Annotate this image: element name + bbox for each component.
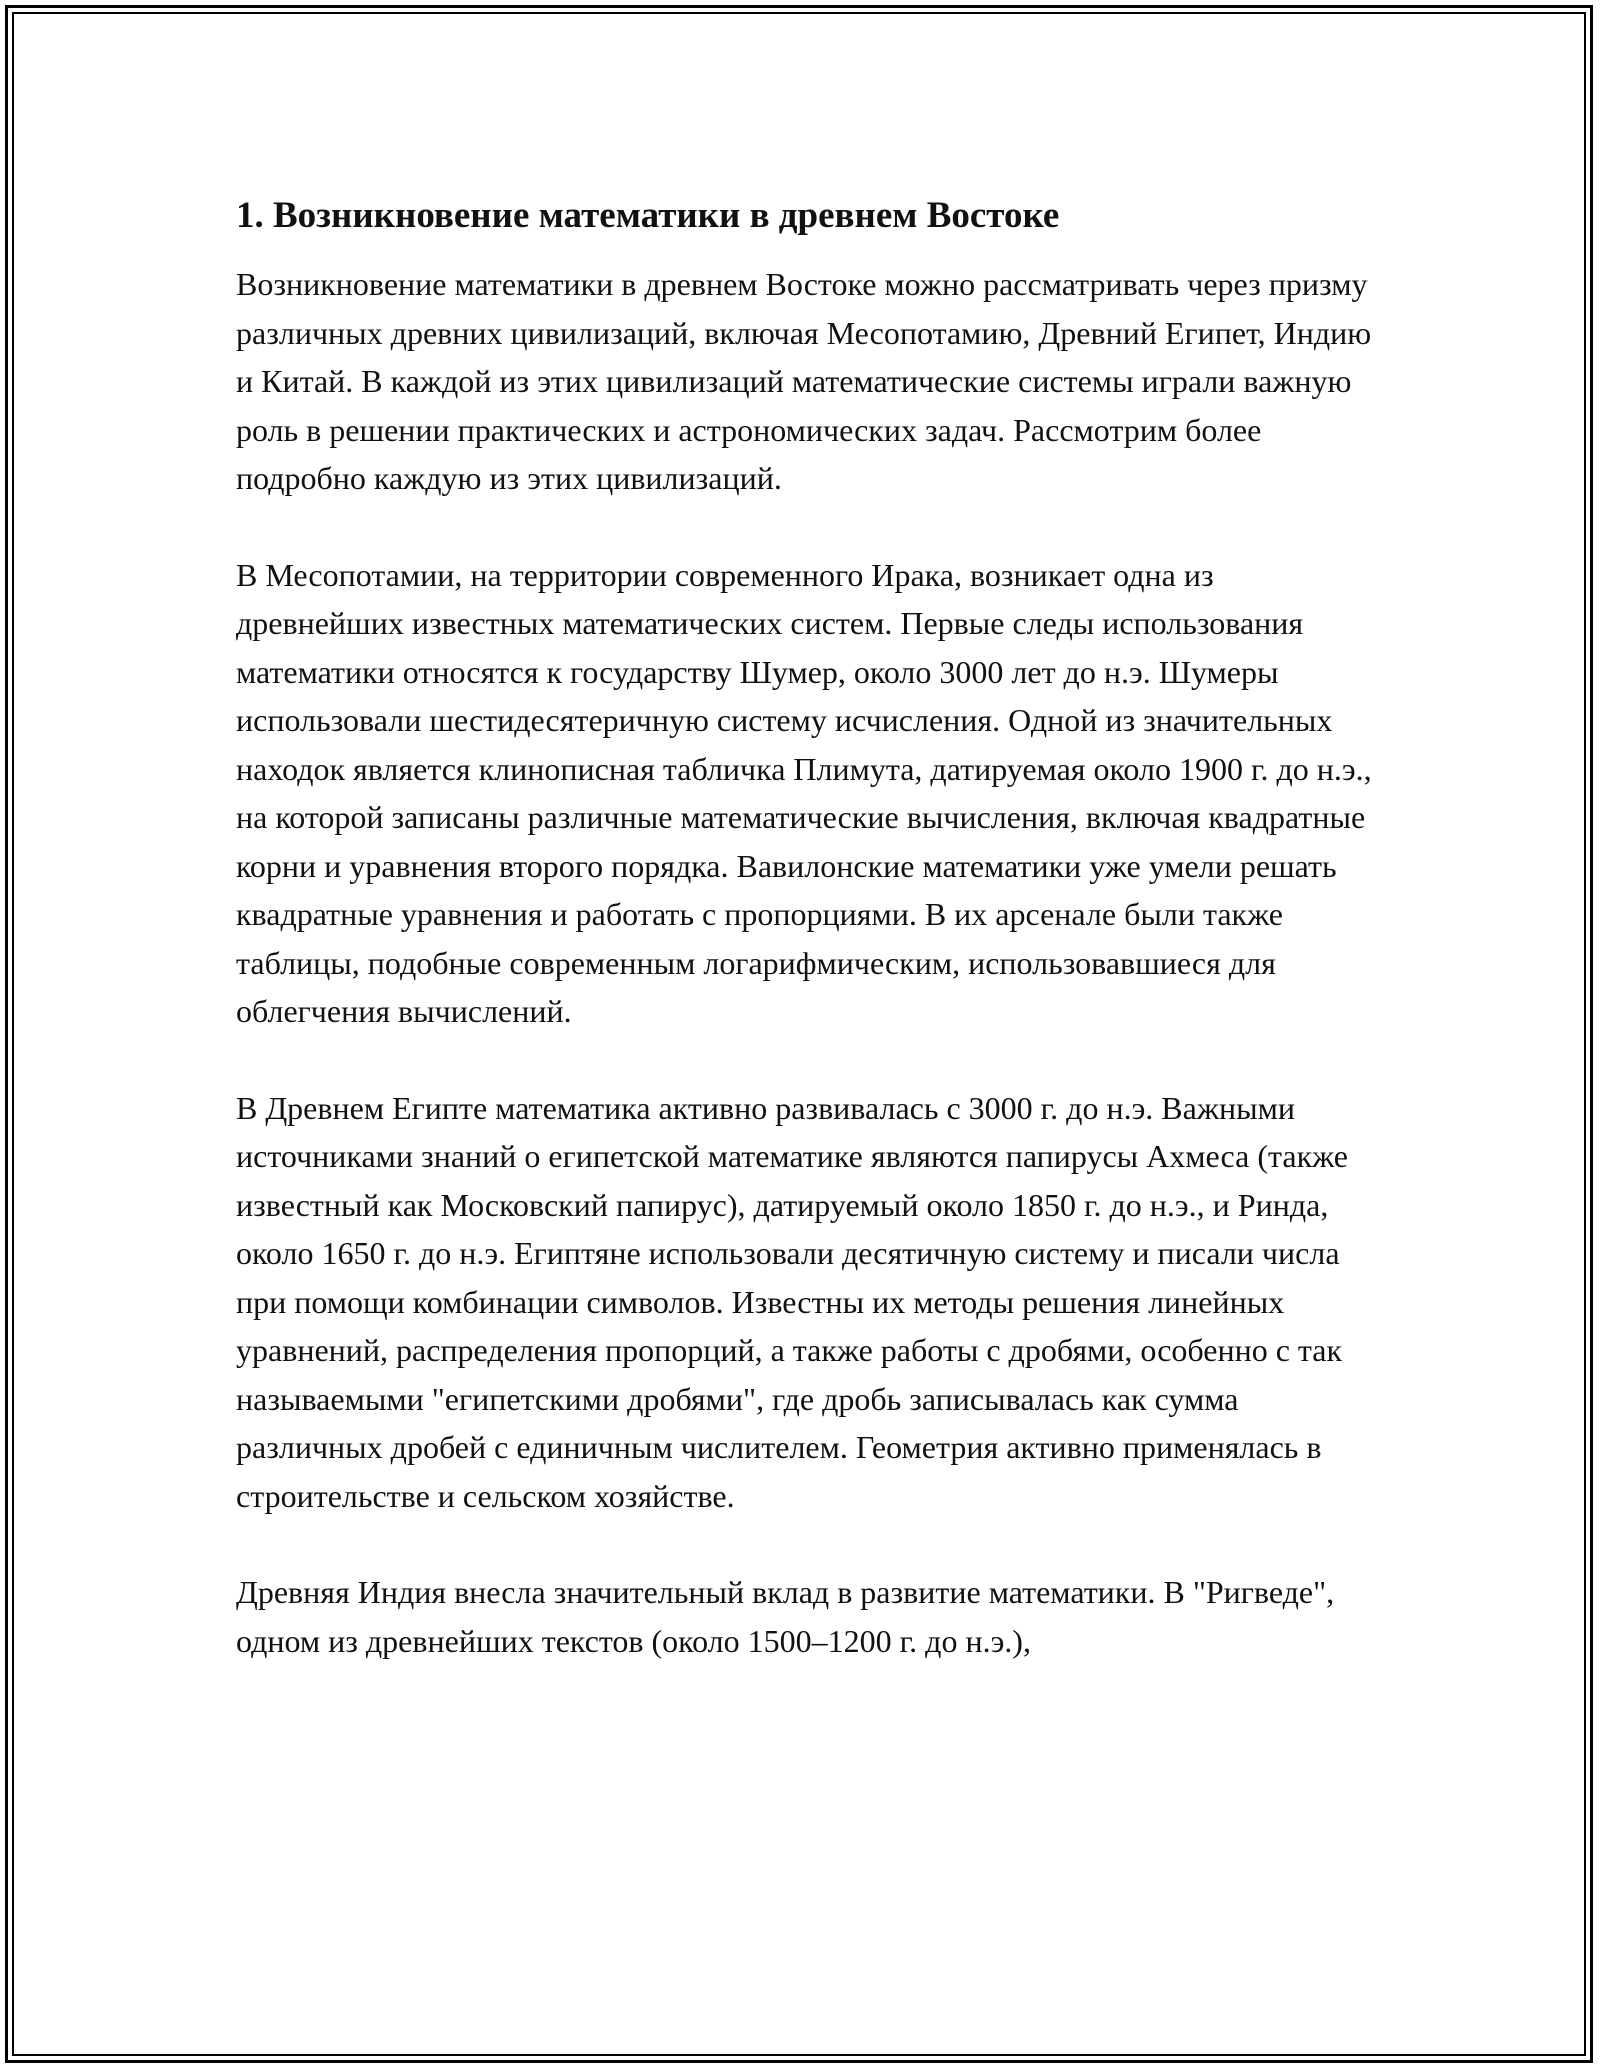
paragraph-intro: Возникновение математики в древнем Востоке можно рассматривать через призму различных древних цивилизаций, включая Месопотамию, Древний Египет, Индию и Китай. В каждой из этих цивилизаций математические системы играли важную роль в решении практических и астрономических задач. Рассмотрим более подробно каждую из этих цивилизаций.: [236, 266, 1372, 496]
paragraph-egypt: В Древнем Египте математика активно развивалась с 3000 г. до н.э. Важными источниками знаний о египетской математике являются папирусы Ахмеса (также известный как Московский папирус), датируемый около 1850 г. до н.э., и Ринда, около 1650 г. до н.э. Египтяне использовали десятичную систему и писали числа при помощи комбинации символов. Известны их методы решения линейных уравнений, распределения пропорций, а также работы с дробями, особенно с так называемыми "египетскими дробями", где дробь записывалась как сумма различных дробей с единичным числителем. Геометрия активно применялась в строительстве и сельском хозяйстве.: [236, 1089, 1348, 1514]
paragraph-india: Древняя Индия внесла значительный вклад в развитие математики. В "Ригведе", одном из древнейших текстов (около 1500–1200 г. до н.э.),: [236, 1574, 1335, 1659]
section-heading: 1. Возникновение математики в древнем Востоке: [236, 195, 1060, 236]
document-body: [236, 188, 1386, 1665]
paragraph-mesopotamia: В Месопотамии, на территории современного Ирака, возникает одна из древнейших известных математических систем. Первые следы использования математики относятся к государству Шумер, около 3000 лет до н.э. Шумеры использовали шестидесятеричную систему исчисления. Одной из значительных находок является клинописная табличка Плимута, датируемая около 1900 г. до н.э., на которой записаны различные математические вычисления, включая квадратные корни и уравнения второго порядка. Вавилонские математики уже умели решать квадратные уравнения и работать с пропорциями. В их арсенале были также таблицы, подобные современным логарифмическим, использовавшиеся для облегчения вычислений.: [236, 556, 1372, 1029]
